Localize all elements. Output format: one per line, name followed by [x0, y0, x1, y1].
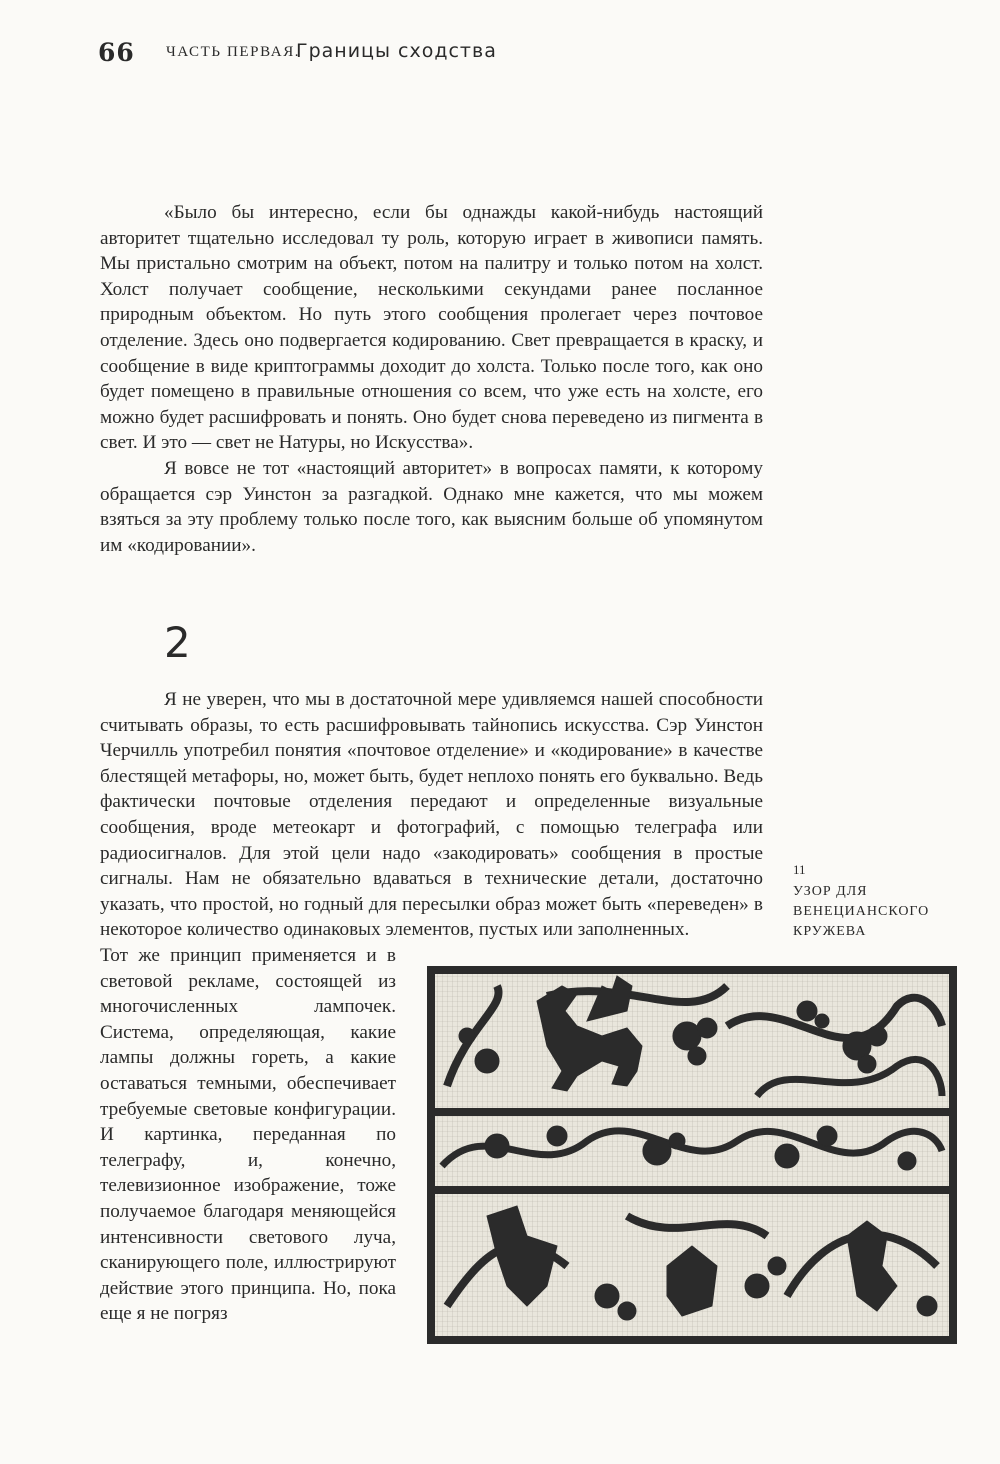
running-header	[98, 38, 978, 74]
chapter-title: Границы сходства	[296, 40, 497, 62]
section-paragraph: Я не уверен, что мы в достаточной мере удивляемся нашей способности считывать образы, то есть расшифровывать тайнопись искусства. Сэр Уинстон Черчилль употребил понятия «почтовое отделение» и «кодирование» в качестве блестящей метафоры, но, может быть, будет неплохо понять его буквально. Ведь фактически почтовые отделения передают и определенные визуальные сообщения, вроде метеокарт и фотографий, с помощью телеграфа или радиосигналов. Для этой цели надо «закодировать» сообщения в простые сигналы. Нам не обязательно вдаваться в технические детали, достаточно указать, что простой, но годный для пересылки образ может быть «переведен» в некоторое количество одинаковых элементов, пустых или заполненных.	[100, 689, 763, 941]
page-number: 66	[98, 38, 135, 67]
section-text-wide	[100, 687, 763, 943]
part-title: ЧАСТЬ ПЕРВАЯ.	[166, 44, 301, 60]
figure-caption-text: УЗОР ДЛЯ ВЕНЕЦИАНСКОГО КРУЖЕВА	[793, 884, 930, 939]
figure-caption	[793, 862, 973, 942]
body-paragraph: Я вовсе не тот «настоящий авторитет» в вопросах памяти, к которому обращается сэр Уинстон за разгадкой. Однако мне кажется, что мы можем взяться за эту проблему только после того, как выясним больше об упомянутом им «кодировании».	[100, 457, 763, 556]
figure-number: 11	[793, 862, 806, 877]
quote-paragraph: «Было бы интересно, если бы однажды какой-нибудь настоящий авторитет тщательно исследовал ту роль, которую играет в живописи память. Мы пристально смотрим на объект, потом на палитру и только потом на холст. Холст получает сообщение, несколькими секундами ранее посланное природным объектом. Но путь этого сообщения пролегает через почтовое отделение. Здесь оно подвергается кодированию. Свет превращается в краску, и сообщение в виде криптограммы доходит до холста. Только после того, как оно будет помещено в правильные отношения со всем, что уже есть на холсте, его можно будет расшифровать и понять. Оно будет снова переведено из пигмента в свет. И это — свет не Натуры, но Искусства».	[100, 202, 763, 454]
quote-block	[100, 200, 763, 558]
section-paragraph-continued: Тот же принцип применяется и в световой рекламе, состоящей из многочисленных лампочек. Система, определяющая, какие лампы должны гореть, а какие оставаться темными, обеспечивает требуемые световые конфигурации. И картинка, переданная по телеграфу, и, конечно, телевизионное изображение, тоже получаемое благодаря меняющейся интенсивности светового луча, сканирующего поле, иллюстрируют действие этого принципа. Но, пока еще я не погряз	[100, 945, 396, 1325]
section-number: 2	[164, 618, 191, 667]
section-text-narrow	[100, 943, 396, 1327]
lace-pattern-graphic	[427, 966, 957, 1344]
venetian-lace-pattern-image	[427, 966, 957, 1344]
